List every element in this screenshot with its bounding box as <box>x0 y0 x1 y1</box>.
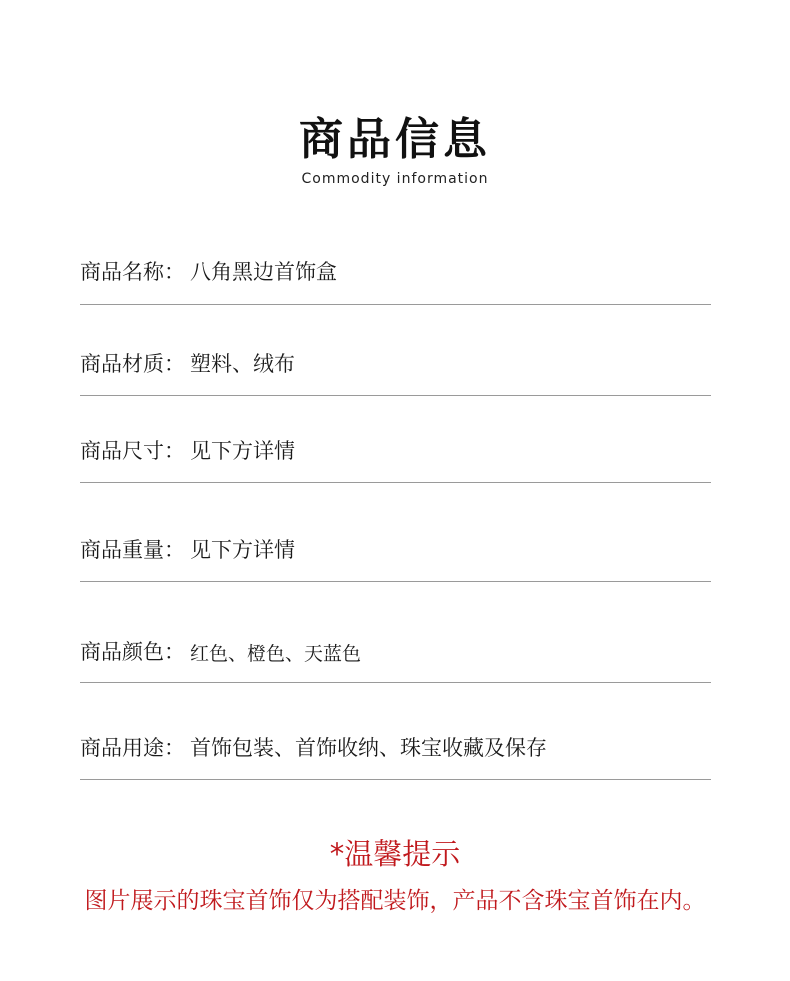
page-subtitle: Commodity information <box>301 171 489 187</box>
info-row-size <box>80 437 711 483</box>
row-label: 商品名称： <box>80 260 185 284</box>
row-value: 红色、橙色、天蓝色 <box>190 643 362 665</box>
tip-text: 图片展示的珠宝首饰仅为搭配装饰，产品不含珠宝首饰在内。 <box>84 888 706 914</box>
row-value: 首饰包装、首饰收纳、珠宝收藏及保存 <box>190 736 547 760</box>
row-label: 商品颜色： <box>80 640 185 664</box>
info-row-weight <box>80 536 711 582</box>
page-title: 商品信息 <box>299 114 491 165</box>
row-label: 商品重量： <box>80 538 185 562</box>
row-value: 塑料、绒布 <box>190 352 295 376</box>
row-label: 商品尺寸： <box>80 439 185 463</box>
info-row-color <box>80 638 711 683</box>
row-value: 见下方详情 <box>190 538 295 562</box>
row-value: 八角黑边首饰盒 <box>190 260 337 284</box>
row-label: 商品材质： <box>80 352 185 376</box>
info-row-name <box>80 258 711 305</box>
row-label: 商品用途： <box>80 736 185 760</box>
info-row-material <box>80 350 711 396</box>
info-row-usage <box>80 734 711 780</box>
row-value: 见下方详情 <box>190 439 295 463</box>
tip-title: *温馨提示 <box>329 837 461 871</box>
